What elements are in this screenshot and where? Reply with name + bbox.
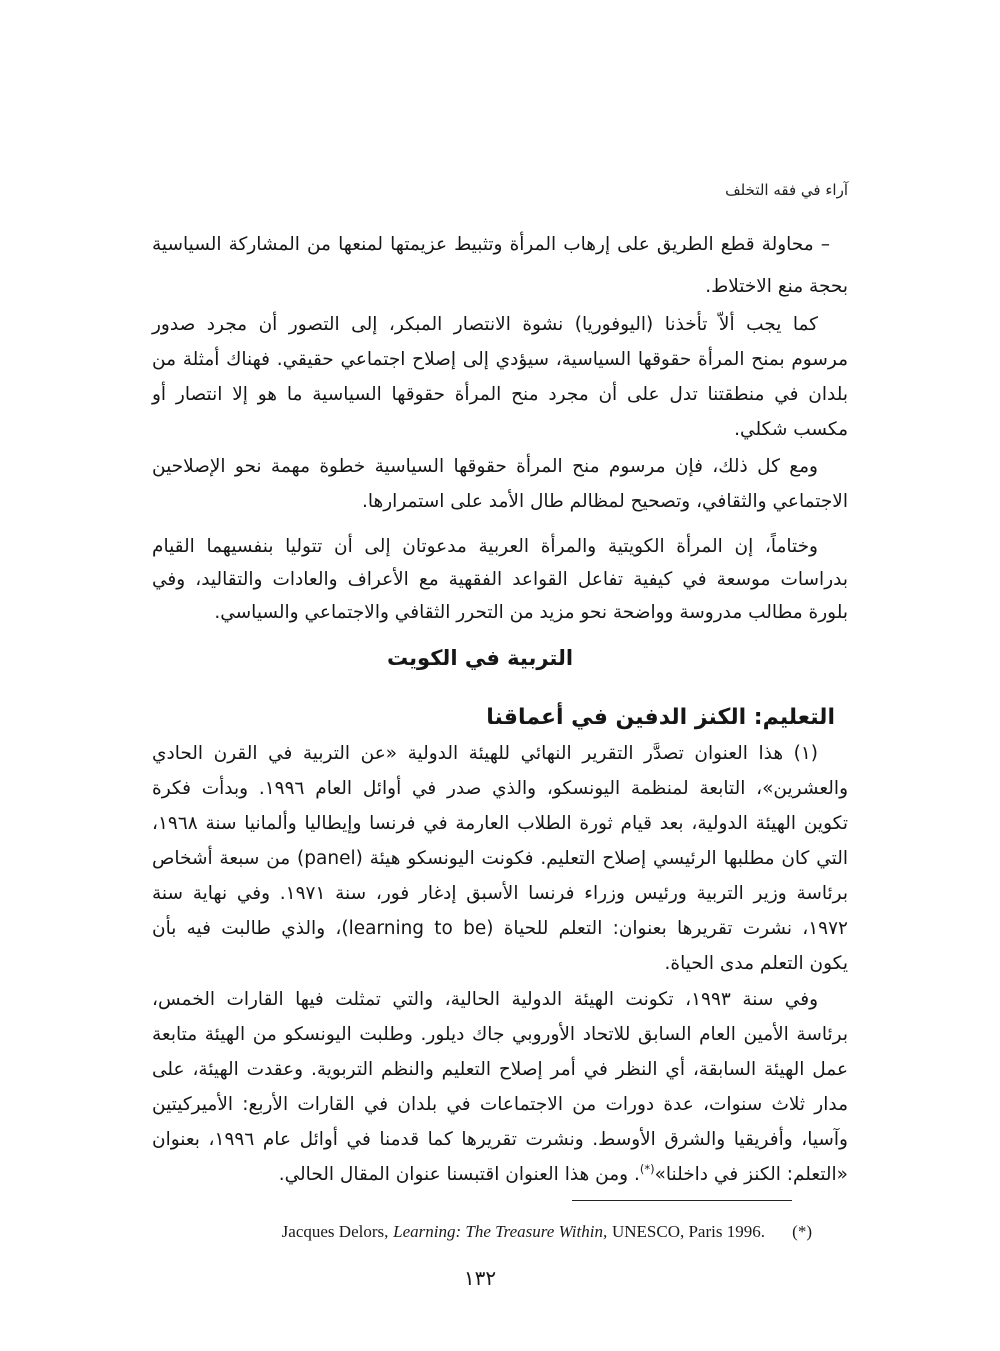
paragraph-line: وفي سنة ١٩٩٣، تكونت الهيئة الدولية الحالية، والتي تمثلت فيها القارات الخمس، <box>152 989 818 1010</box>
footnote-marker: (*) <box>792 1222 812 1241</box>
paragraph-line: ومع كل ذلك، فإن مرسوم منح المرأة حقوقها السياسية خطوة مهمة نحو الإصلاحين <box>152 456 818 477</box>
paragraph-line: بحجة منع الاختلاط. <box>705 276 848 297</box>
closing-sentence: . ومن هذا العنوان اقتبسنا عنوان المقال الحالي. <box>278 1164 640 1185</box>
paragraph <box>152 982 848 1192</box>
paragraph <box>152 449 848 519</box>
paragraph <box>152 736 848 981</box>
paragraph-line: الاجتماعي والثقافي، وتصحيح لمظالم طال الأمد على استمرارها. <box>361 491 848 512</box>
article-title: التعليم: الكنز الدفين في أعماقنا <box>486 705 835 730</box>
footnote-publisher: UNESCO, Paris 1996. <box>611 1222 765 1241</box>
paragraph-line: برئاسة وزير التربية ورئيس وزراء فرنسا الأسبق إدغار فور، سنة ١٩٧١. وفي نهاية سنة <box>152 883 848 904</box>
paragraph-line: بلدان في منطقتنا تدل على أن مجرد منح المرأة حقوقها السياسية ما هو إلا انتصار أو <box>152 384 848 405</box>
paragraph-line: بلورة مطالب مدروسة وواضحة نحو مزيد من التحرر الثقافي والاجتماعي والسياسي. <box>214 602 848 623</box>
paragraph <box>152 224 848 308</box>
running-header: آراء في فقه التخلف <box>725 181 848 199</box>
paragraph <box>152 530 848 629</box>
paragraph-line: مدار ثلاث سنوات، عدة دورات من الاجتماعات في بلدان في القارات الأربع: الأميركيتين <box>152 1094 848 1115</box>
paragraph-line: (١) هذا العنوان تصدَّر التقرير النهائي للهيئة الدولية «عن التربية في القرن الحادي <box>152 743 818 764</box>
paragraph-line: وختاماً، إن المرأة الكويتية والمرأة العربية مدعوتان إلى أن تتوليا بنفسيهما القيام <box>152 536 818 557</box>
paragraph-line: كما يجب ألاّ تأخذنا (اليوفوريا) نشوة الانتصار المبكر، إلى التصور أن مجرد صدور <box>152 314 818 335</box>
paragraph-line: – محاولة قطع الطريق على إرهاب المرأة وتثبيط عزيمتها لمنعها من المشاركة السياسية <box>152 234 830 255</box>
paragraph-line: التي كان مطلبها الرئيسي إصلاح التعليم. فكونت اليونسكو هيئة (panel) من سبعة أشخاص <box>152 848 848 869</box>
paragraph-line: مكسب شكلي. <box>734 419 848 440</box>
paragraph-line: وآسيا، وأفريقيا والشرق الأوسط. ونشرت تقريرها كما قدمنا في أوائل عام ١٩٩٦، بعنوان <box>152 1129 848 1150</box>
paragraph-closing-line <box>152 1157 848 1192</box>
footnote-author: Jacques Delors, <box>281 1222 389 1241</box>
footnote-rule <box>572 1200 792 1201</box>
paragraph <box>152 307 848 447</box>
footnote <box>282 1220 812 1244</box>
paragraph-line: برئاسة الأمين العام السابق للاتحاد الأوروبي جاك ديلور. وطلبت اليونسكو من الهيئة متابعة <box>152 1024 848 1045</box>
paragraph-line: يكون التعلم مدى الحياة. <box>664 953 848 974</box>
paragraph-line: والعشرين»، التابعة لمنظمة اليونسكو، والذي صدر في أوائل العام ١٩٩٦. وبدأت فكرة <box>152 778 849 799</box>
paragraph-line: ١٩٧٢، نشرت تقريرها بعنوان: التعلم للحياة (learning to be)، والذي طالبت فيه بأن <box>152 918 848 939</box>
paragraph-line: تكوين الهيئة الدولية، بعد قيام ثورة الطلاب العارمة في فرنسا وإيطاليا وألمانيا سنة ١٩٦٨، <box>152 813 848 834</box>
quoted-title: «التعلم: الكنز في داخلنا» <box>654 1164 848 1185</box>
section-heading: التربية في الكويت <box>386 646 574 670</box>
paragraph-line: عمل الهيئة السابقة، أي النظر في أمر إصلاح التعليم والنظم التربوية. وعقدت الهيئة، على <box>152 1059 848 1080</box>
paragraph-line: بدراسات موسعة في كيفية تفاعل القواعد الفقهية مع الأعراف والعادات والتقاليد، وفي <box>152 569 848 590</box>
page-number: ١٣٢ <box>463 1266 497 1290</box>
paragraph-line: مرسوم بمنح المرأة حقوقها السياسية، سيؤدي إلى إصلاح اجتماعي حقيقي. فهناك أمثلة من <box>152 349 848 370</box>
footnote-reference: (*) <box>639 1161 655 1176</box>
footnote-title: Learning: The Treasure Within, <box>393 1222 608 1241</box>
